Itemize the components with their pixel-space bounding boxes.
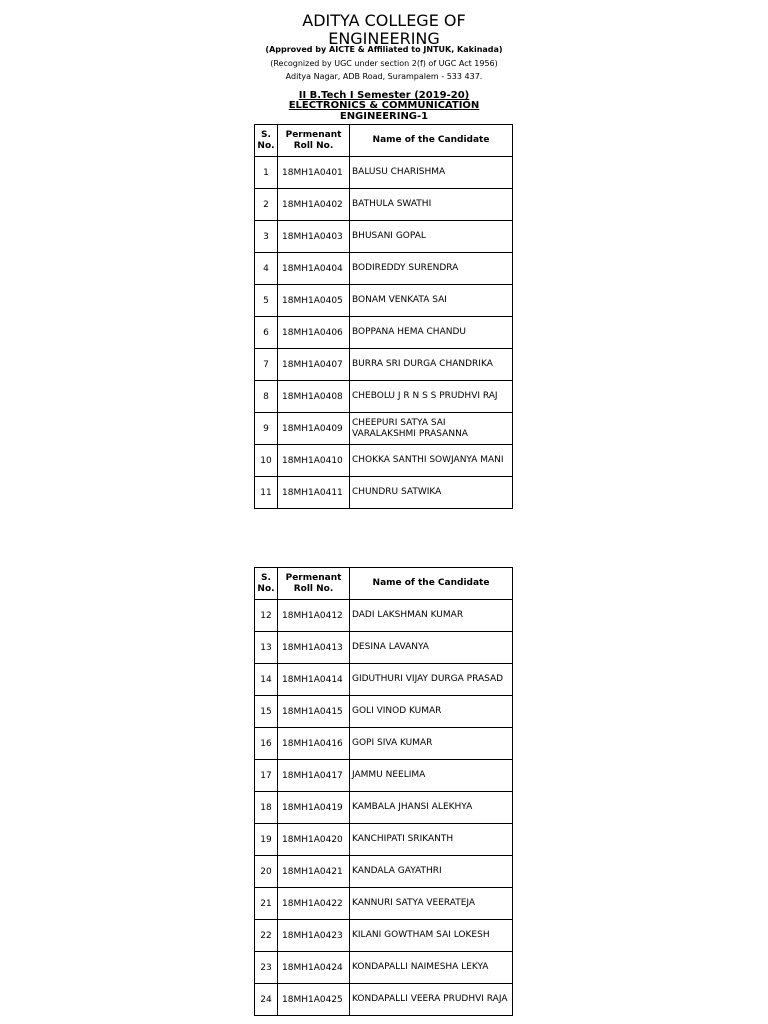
- table-row: [255, 632, 513, 664]
- sno-cell: 23: [255, 952, 278, 984]
- sno-cell: 3: [255, 221, 278, 253]
- candidate-name-cell: CHEBOLU J R N S S PRUDHVI RAJ: [350, 381, 513, 413]
- table-row: [255, 824, 513, 856]
- table-row: [255, 728, 513, 760]
- table-row: [255, 221, 513, 253]
- table-row: [255, 760, 513, 792]
- roll-header: Permenant Roll No.: [278, 125, 350, 157]
- roll-number-cell: 18MH1A0403: [278, 221, 350, 253]
- roll-number-cell: 18MH1A0421: [278, 856, 350, 888]
- roll-number-cell: 18MH1A0425: [278, 984, 350, 1016]
- candidate-name-cell: KONDAPALLI NAIMESHA LEKYA: [350, 952, 513, 984]
- sno-cell: 24: [255, 984, 278, 1016]
- branch-title: [254, 100, 514, 122]
- roll-number-cell: 18MH1A0416: [278, 728, 350, 760]
- sno-cell: 5: [255, 285, 278, 317]
- candidate-name-cell: DADI LAKSHMAN KUMAR: [350, 600, 513, 632]
- candidate-name-cell: GOPI SIVA KUMAR: [350, 728, 513, 760]
- table-row: [255, 792, 513, 824]
- branch-line-2: ENGINEERING-1: [339, 111, 429, 122]
- sno-cell: 9: [255, 413, 278, 445]
- table-header-row: [255, 568, 513, 600]
- table-row: [255, 445, 513, 477]
- table-body-1: [255, 157, 513, 509]
- roll-number-cell: 18MH1A0409: [278, 413, 350, 445]
- candidate-name-cell: KANCHIPATI SRIKANTH: [350, 824, 513, 856]
- semester-title: II B.Tech I Semester (2019-20): [298, 90, 470, 101]
- roll-number-cell: 18MH1A0406: [278, 317, 350, 349]
- table-row: [255, 856, 513, 888]
- candidate-name-cell: BHUSANI GOPAL: [350, 221, 513, 253]
- candidate-name-cell: KAMBALA JHANSI ALEKHYA: [350, 792, 513, 824]
- sno-cell: 10: [255, 445, 278, 477]
- roll-number-cell: 18MH1A0408: [278, 381, 350, 413]
- roll-number-cell: 18MH1A0413: [278, 632, 350, 664]
- candidate-name-cell: BATHULA SWATHI: [350, 189, 513, 221]
- table-row: [255, 189, 513, 221]
- candidate-name-cell: GOLI VINOD KUMAR: [350, 696, 513, 728]
- roll-number-cell: 18MH1A0404: [278, 253, 350, 285]
- table-row: [255, 157, 513, 189]
- sno-cell: 7: [255, 349, 278, 381]
- candidate-name-cell: DESINA LAVANYA: [350, 632, 513, 664]
- roll-header: Permenant Roll No.: [278, 568, 350, 600]
- sno-header: S. No.: [255, 568, 278, 600]
- roll-number-cell: 18MH1A0420: [278, 824, 350, 856]
- sno-header: S. No.: [255, 125, 278, 157]
- roll-number-cell: 18MH1A0410: [278, 445, 350, 477]
- candidate-name-cell: GIDUTHURI VIJAY DURGA PRASAD: [350, 664, 513, 696]
- table-row: [255, 984, 513, 1016]
- sno-cell: 4: [255, 253, 278, 285]
- roll-number-cell: 18MH1A0411: [278, 477, 350, 509]
- table-row: [255, 888, 513, 920]
- roll-number-cell: 18MH1A0415: [278, 696, 350, 728]
- approval-text: (Approved by AICTE & Affiliated to JNTUK, Kakinada): [265, 45, 503, 54]
- roll-number-cell: 18MH1A0405: [278, 285, 350, 317]
- candidate-table-1: [254, 124, 513, 509]
- roll-number-cell: 18MH1A0401: [278, 157, 350, 189]
- roll-number-cell: 18MH1A0424: [278, 952, 350, 984]
- roll-number-cell: 18MH1A0422: [278, 888, 350, 920]
- candidate-name-cell: JAMMU NEELIMA: [350, 760, 513, 792]
- address-text: Aditya Nagar, ADB Road, Surampalem - 533 437.: [285, 72, 483, 81]
- candidate-name-cell: BURRA SRI DURGA CHANDRIKA: [350, 349, 513, 381]
- candidate-name-cell: CHOKKA SANTHI SOWJANYA MANI: [350, 445, 513, 477]
- table-row: [255, 253, 513, 285]
- college-name: ADITYA COLLEGE OF ENGINEERING: [302, 12, 466, 48]
- candidate-name-cell: KILANI GOWTHAM SAI LOKESH: [350, 920, 513, 952]
- roll-number-cell: 18MH1A0419: [278, 792, 350, 824]
- candidate-name-cell: BALUSU CHARISHMA: [350, 157, 513, 189]
- recognition-text: (Recognized by UGC under section 2(f) of UGC Act 1956): [270, 59, 498, 68]
- roll-number-cell: 18MH1A0423: [278, 920, 350, 952]
- table-row: [255, 349, 513, 381]
- sno-cell: 6: [255, 317, 278, 349]
- roll-number-cell: 18MH1A0407: [278, 349, 350, 381]
- sno-cell: 13: [255, 632, 278, 664]
- candidate-name-cell: CHUNDRU SATWIKA: [350, 477, 513, 509]
- candidate-name-cell: KONDAPALLI VEERA PRUDHVI RAJA: [350, 984, 513, 1016]
- candidate-name-cell: CHEEPURI SATYA SAI VARALAKSHMI PRASANNA: [350, 413, 513, 445]
- sno-cell: 11: [255, 477, 278, 509]
- table-row: [255, 920, 513, 952]
- candidate-table-2: [254, 567, 513, 1016]
- table-row: [255, 317, 513, 349]
- sno-cell: 2: [255, 189, 278, 221]
- roll-number-cell: 18MH1A0412: [278, 600, 350, 632]
- table-row: [255, 664, 513, 696]
- name-header: Name of the Candidate: [350, 125, 513, 157]
- table-body-2: [255, 600, 513, 1016]
- table-header-row: [255, 125, 513, 157]
- table-row: [255, 600, 513, 632]
- name-header: Name of the Candidate: [350, 568, 513, 600]
- table-row: [255, 381, 513, 413]
- candidate-name-cell: BONAM VENKATA SAI: [350, 285, 513, 317]
- branch-line-1: ELECTRONICS & COMMUNICATION: [288, 100, 480, 111]
- sno-cell: 22: [255, 920, 278, 952]
- sno-cell: 20: [255, 856, 278, 888]
- table-row: [255, 477, 513, 509]
- sno-cell: 16: [255, 728, 278, 760]
- sno-cell: 1: [255, 157, 278, 189]
- candidate-name-cell: KANDALA GAYATHRI: [350, 856, 513, 888]
- sno-cell: 12: [255, 600, 278, 632]
- sno-cell: 18: [255, 792, 278, 824]
- roll-number-cell: 18MH1A0402: [278, 189, 350, 221]
- candidate-name-cell: KANNURI SATYA VEERATEJA: [350, 888, 513, 920]
- sno-cell: 21: [255, 888, 278, 920]
- roll-number-cell: 18MH1A0417: [278, 760, 350, 792]
- roll-number-cell: 18MH1A0414: [278, 664, 350, 696]
- table-row: [255, 285, 513, 317]
- table-row: [255, 413, 513, 445]
- sno-cell: 17: [255, 760, 278, 792]
- table-row: [255, 696, 513, 728]
- table-row: [255, 952, 513, 984]
- sno-cell: 14: [255, 664, 278, 696]
- sno-cell: 19: [255, 824, 278, 856]
- sno-cell: 15: [255, 696, 278, 728]
- sno-cell: 8: [255, 381, 278, 413]
- candidate-name-cell: BODIREDDY SURENDRA: [350, 253, 513, 285]
- candidate-name-cell: BOPPANA HEMA CHANDU: [350, 317, 513, 349]
